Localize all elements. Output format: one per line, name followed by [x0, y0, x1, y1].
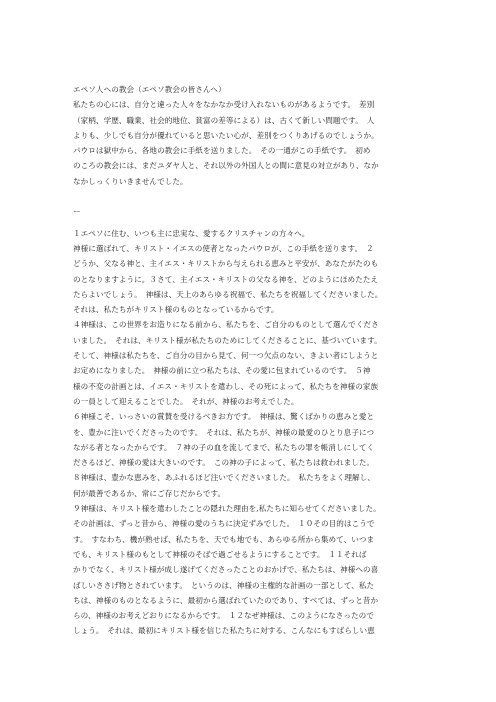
- verse-line: ８神様は、豊かな恵みを、あふれるほど注いでくださいました。 私たちをよく理解し、: [73, 473, 375, 483]
- intro-paragraph: [73, 82, 427, 189]
- verse-line: ６神様こそ、いっさいの賞賛を受けるべきお方です。 神様は、驚くばかりの恵みと愛と: [73, 412, 375, 422]
- intro-line: 私たちの心には、自分と違った人々をなかなか受け入れないものがあるようです。 差別: [73, 100, 375, 110]
- verse-line: の一員として迎えることでした。 それが、神様のお考えでした。: [73, 396, 299, 406]
- scripture-body: [73, 226, 427, 639]
- verse-line: のとなりますように。３さて、主イエス・キリストの父なる神を、どのようにほめたたえ: [73, 274, 379, 284]
- verse-line: それは、私たちがキリスト様のものとなっているからです。: [73, 305, 279, 315]
- verse-line: ４神様は、この世界をお造りになる前から、私たちを、ご自分のものとして選んでくださ: [73, 320, 379, 330]
- section-separator: ー: [73, 207, 81, 217]
- intro-line: のころの教会には、まだユダヤ人と、それ以外の外国人との間に意見の対立があり、なか: [73, 161, 379, 171]
- verse-line: ９神様は、キリスト様を遣わしたことの隠れた理由を,私たちに知らせてくださいました。: [73, 504, 381, 514]
- verse-line: ばしいささげ物とされています。 というのは、神様の主権的な計画の一部として、私た: [73, 580, 375, 590]
- verse-line: ださるほど、神様の愛は大きいのです。 この神の子によって、私たちは救われました。: [73, 458, 375, 468]
- verse-line: たらよいでしょう。 神様は、天上のあらゆる祝福で、私たちを祝福してくださいました。: [73, 289, 383, 299]
- verse-line: いました。 それは、キリスト様が私たちのためにしてくださることに、基づいています。: [73, 335, 382, 345]
- verse-line: 神様に選ばれて、キリスト・イエスの使者となったパウロが、この手紙を送ります。 ２: [73, 243, 374, 253]
- verse-line: でも、キリスト様のもとして神様のそばで過ごせるようにすることです。 １１それば: [73, 549, 367, 559]
- verse-line: お定めになりました。 神様の前に立つ私たちは、その愛に包まれているのです。 ５神: [73, 366, 371, 376]
- intro-line: パウロは獄中から、各地の教会に手紙を送りました。 その一通がこの手紙です。 初め: [73, 146, 371, 156]
- intro-title: エペソ人への教会（エペソ教会の皆さんへ）: [73, 85, 226, 94]
- intro-line: （家柄、学歴、職業、社会的地位、貧富の差等による）は、古くて新しい問題です。 人: [73, 115, 375, 125]
- spacer: [73, 189, 427, 204]
- verse-line: ながる者となったからです。 ７神の子の血を流してまで、私たちの罪を帳消しにしてく: [73, 442, 375, 452]
- verse-line: す。 すなわち、機が熟せば、私たちを、天でも地でも、あらゆる所から集めて、いつま: [73, 534, 375, 544]
- verse-line: を、豊かに注いでくださったのです。 それは、私たちが、神様の最愛のひとり息子につ: [73, 427, 375, 437]
- intro-line: よりも、少しでも自分が優れていると思いたい心が、差別をつくりあげるのでしょうか。: [73, 130, 379, 140]
- verse-line: どうか、父なる神と、主イエス・キリストから与えられる恵みと平安が、あなたがたのも: [73, 259, 379, 269]
- verse-line: 様の不変の計画とは、イエス・キリストを遣わし、その死によって、私たちを神様の家族: [73, 381, 379, 391]
- verse-line: かりでなく、キリスト様が成し遂げてくださったことのおかげで、私たちは、神様への喜: [73, 565, 379, 575]
- document-page: [73, 82, 427, 639]
- verse-line: その計画は、ずっと昔から、神様の愛のうちに決定ずみでした。 １０その目的はこうで: [73, 519, 375, 529]
- intro-line: なかしっくりいきませんでした。: [73, 176, 188, 186]
- verse-line: しょう。 それは、最初にキリスト様を信じた私たちに対する、こんなにもすばらしい恵: [73, 626, 375, 636]
- verse-line: １エペソに住む、いつも主に忠実な、愛するクリスチャンの方々へ。: [73, 228, 310, 238]
- verse-line: らの、神様のお考えどおりになるからです。 １２なぜ神様は、このようになさったので: [73, 611, 374, 621]
- verse-line: 何が最善であるか、常にご存じだからです。: [73, 488, 226, 498]
- verse-line: ちは、神様のものとなるように、最初から選ばれていたのであり、すべては、ずっと昔か: [73, 595, 379, 605]
- verse-line: そして、神様は私たちを、ご自分の目から見て、何一つ欠点のない、きよい者にしようと: [73, 351, 379, 361]
